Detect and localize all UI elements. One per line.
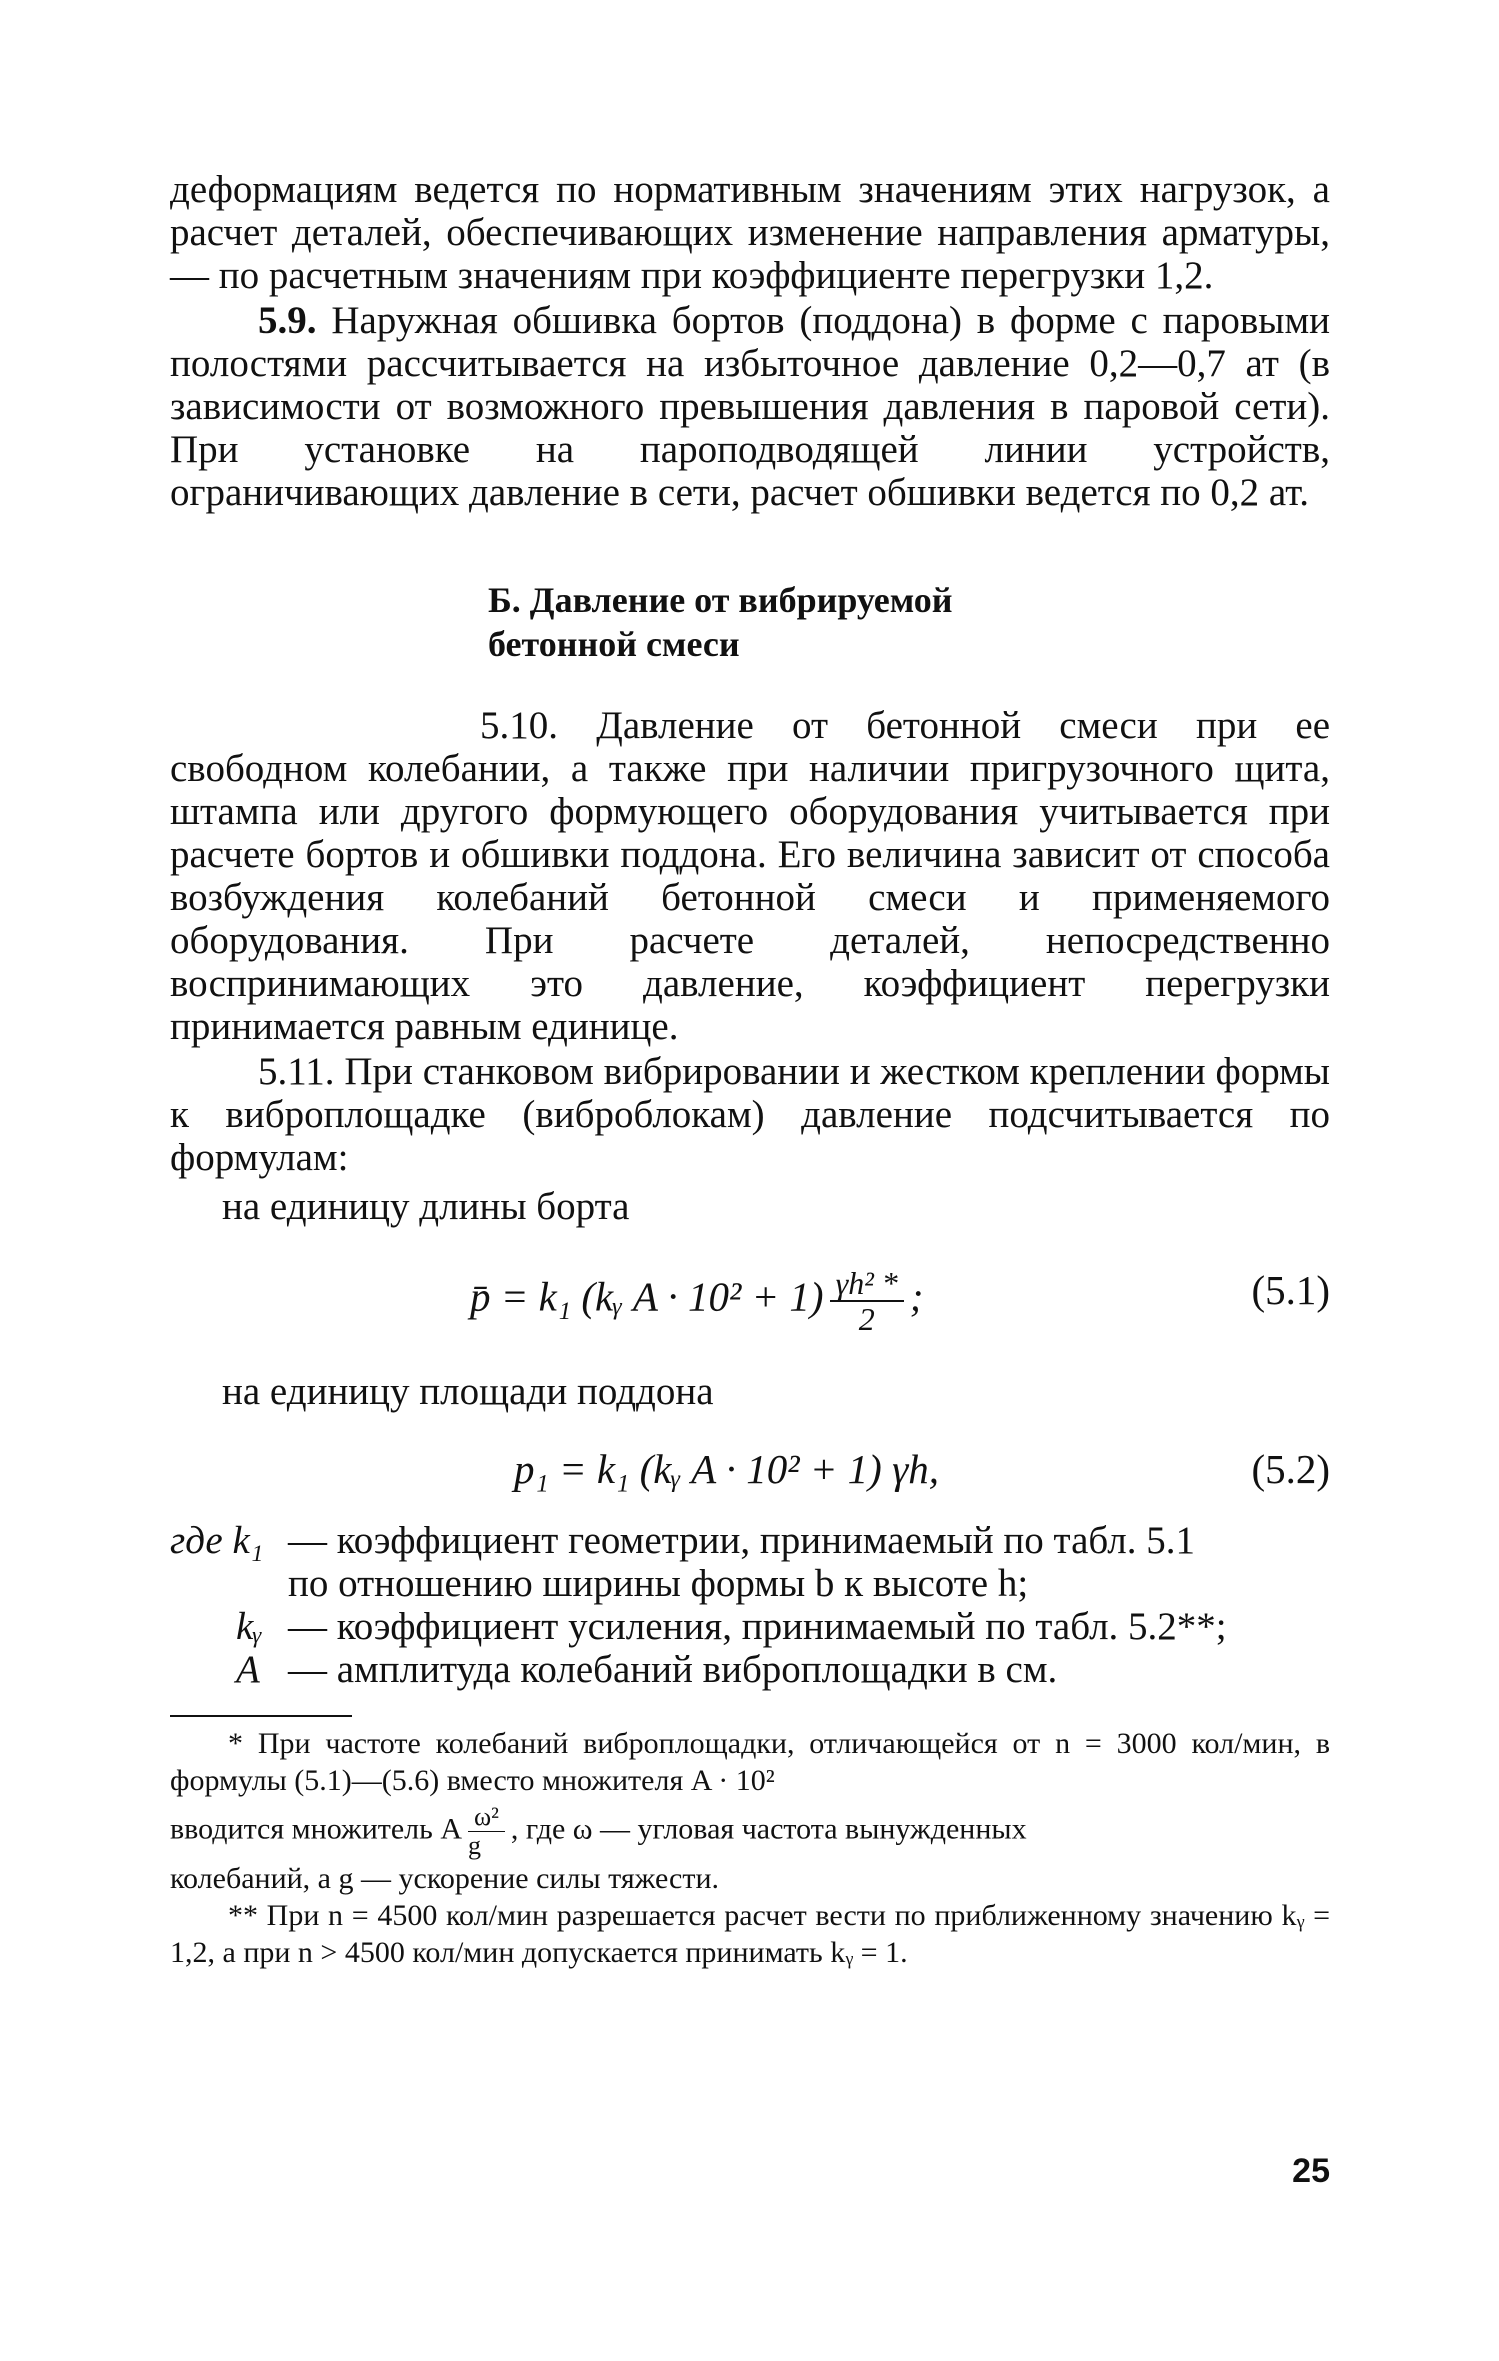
paragraph-5-11 (170, 1050, 1330, 1179)
footnote-1-fraction (468, 1803, 505, 1860)
formula-5-1-fraction (830, 1266, 904, 1336)
footnote-1-line1: * При частоте колебаний виброплощадки, отличающейся от n = 3000 кол/мин, в формулы (5.1)—(5.6) вместо множителя A · 10² (170, 1727, 1330, 1797)
clause-number-5-10: 5.10. (480, 704, 558, 747)
footnotes (170, 1725, 1330, 1971)
definition-k1 (170, 1519, 1330, 1562)
footnote-1-formula-line (170, 1803, 1330, 1860)
footnote-1-numerator: ω² (468, 1803, 505, 1832)
paragraph-5-10-text: Давление от бетонной смеси при ее свободном колебании, а также при наличии пригрузочного щита, штампа или другого формующего оборудования учитывается при расчете бортов и обшивки поддона. Его величина зависит от способа возбуждения колебаний бетонной смеси и применяемого оборудования. При расчете деталей, непосредственно воспринимающих это давление, коэффициент перегрузки принимается равным единице. (170, 704, 1331, 1048)
section-heading-line1: Б. Давление от вибрируемой (488, 580, 953, 620)
footnote-1-line3: колебаний, а g — ускорение силы тяжести. (170, 1862, 719, 1895)
paragraph-5-11-text: При станковом вибрировании и жестком креплении формы к виброплощадке (виброблокам) давление подсчитывается по формулам: (170, 1050, 1331, 1179)
page-number: 25 (1292, 2152, 1330, 2190)
footnote-2: ** При n = 4500 кол/мин разрешается расчет вести по приближенному значению kᵧ = 1,2, а при n > 4500 кол/мин допускается принимать kᵧ = 1. (170, 1899, 1330, 1969)
clause-number-5-9: 5.9. (258, 299, 317, 342)
footnote-1-denominator: g (468, 1831, 481, 1860)
footnote-1-pre: вводится множитель A (170, 1812, 462, 1846)
formula-5-2-expression: p₁ = k₁ (kᵧ A · 10² + 1) γh, (514, 1446, 939, 1492)
formula-5-1-lhs: p̄ = k₁ (kᵧ A · 10² + 1) (470, 1273, 824, 1320)
definition-text: по отношению ширины формы b к высоте h; (288, 1562, 1029, 1605)
definitions-list (170, 1519, 1330, 1691)
formula-5-1-numerator: γh² * (830, 1266, 904, 1302)
paragraph-5-9 (170, 299, 1330, 514)
formula-5-1-expression (470, 1266, 923, 1336)
paragraph-continuation: деформациям ведется по нормативным значениям этих нагрузок, а расчет деталей, обеспечивающих изменение направления арматуры, — по расчетным значениям при коэффициенте перегрузки 1,2. (170, 168, 1330, 297)
paragraph-5-9-text: Наружная обшивка бортов (поддона) в форме с паровыми полостями рассчитывается на избыточное давление 0,2—0,7 ат (в зависимости от возможного превышения давления в паровой сети). При установке на пароподводящей линии устройств, ограничивающих давление в сети, расчет обшивки ведется по 0,2 ат. (170, 299, 1330, 514)
subheading-per-length: на единицу длины борта (222, 1185, 630, 1228)
definition-ky (170, 1605, 1330, 1648)
footnote-divider (170, 1715, 352, 1717)
formula-5-1 (170, 1252, 1330, 1338)
footnote-1-post: , где ω — угловая частота вынужденных (510, 1812, 1027, 1846)
definition-k1-continuation (170, 1562, 1330, 1605)
definition-symbol: A (236, 1648, 260, 1691)
definition-a (170, 1648, 1330, 1691)
definition-text: — коэффициент усиления, принимаемый по табл. 5.2**; (288, 1605, 1227, 1648)
definition-symbol: kᵧ (236, 1605, 263, 1648)
formula-5-2 (170, 1435, 1330, 1507)
definition-text: — коэффициент геометрии, принимаемый по табл. 5.1 (288, 1519, 1195, 1562)
paragraph-5-10 (170, 704, 1330, 1048)
subheading-per-area: на единицу площади поддона (222, 1370, 714, 1413)
section-heading-line2: бетонной смеси (488, 624, 740, 664)
section-heading (488, 578, 1330, 666)
formula-5-1-denominator: 2 (858, 1301, 875, 1337)
definition-symbol: где k₁ (170, 1519, 264, 1562)
clause-number-5-11: 5.11. (258, 1050, 335, 1093)
formula-5-1-tail: ; (909, 1273, 924, 1320)
definition-text: — амплитуда колебаний виброплощадки в см. (288, 1648, 1058, 1691)
equation-number-5-2: (5.2) (1251, 1446, 1330, 1492)
page-body (170, 168, 1330, 1971)
equation-number-5-1: (5.1) (1251, 1267, 1330, 1313)
